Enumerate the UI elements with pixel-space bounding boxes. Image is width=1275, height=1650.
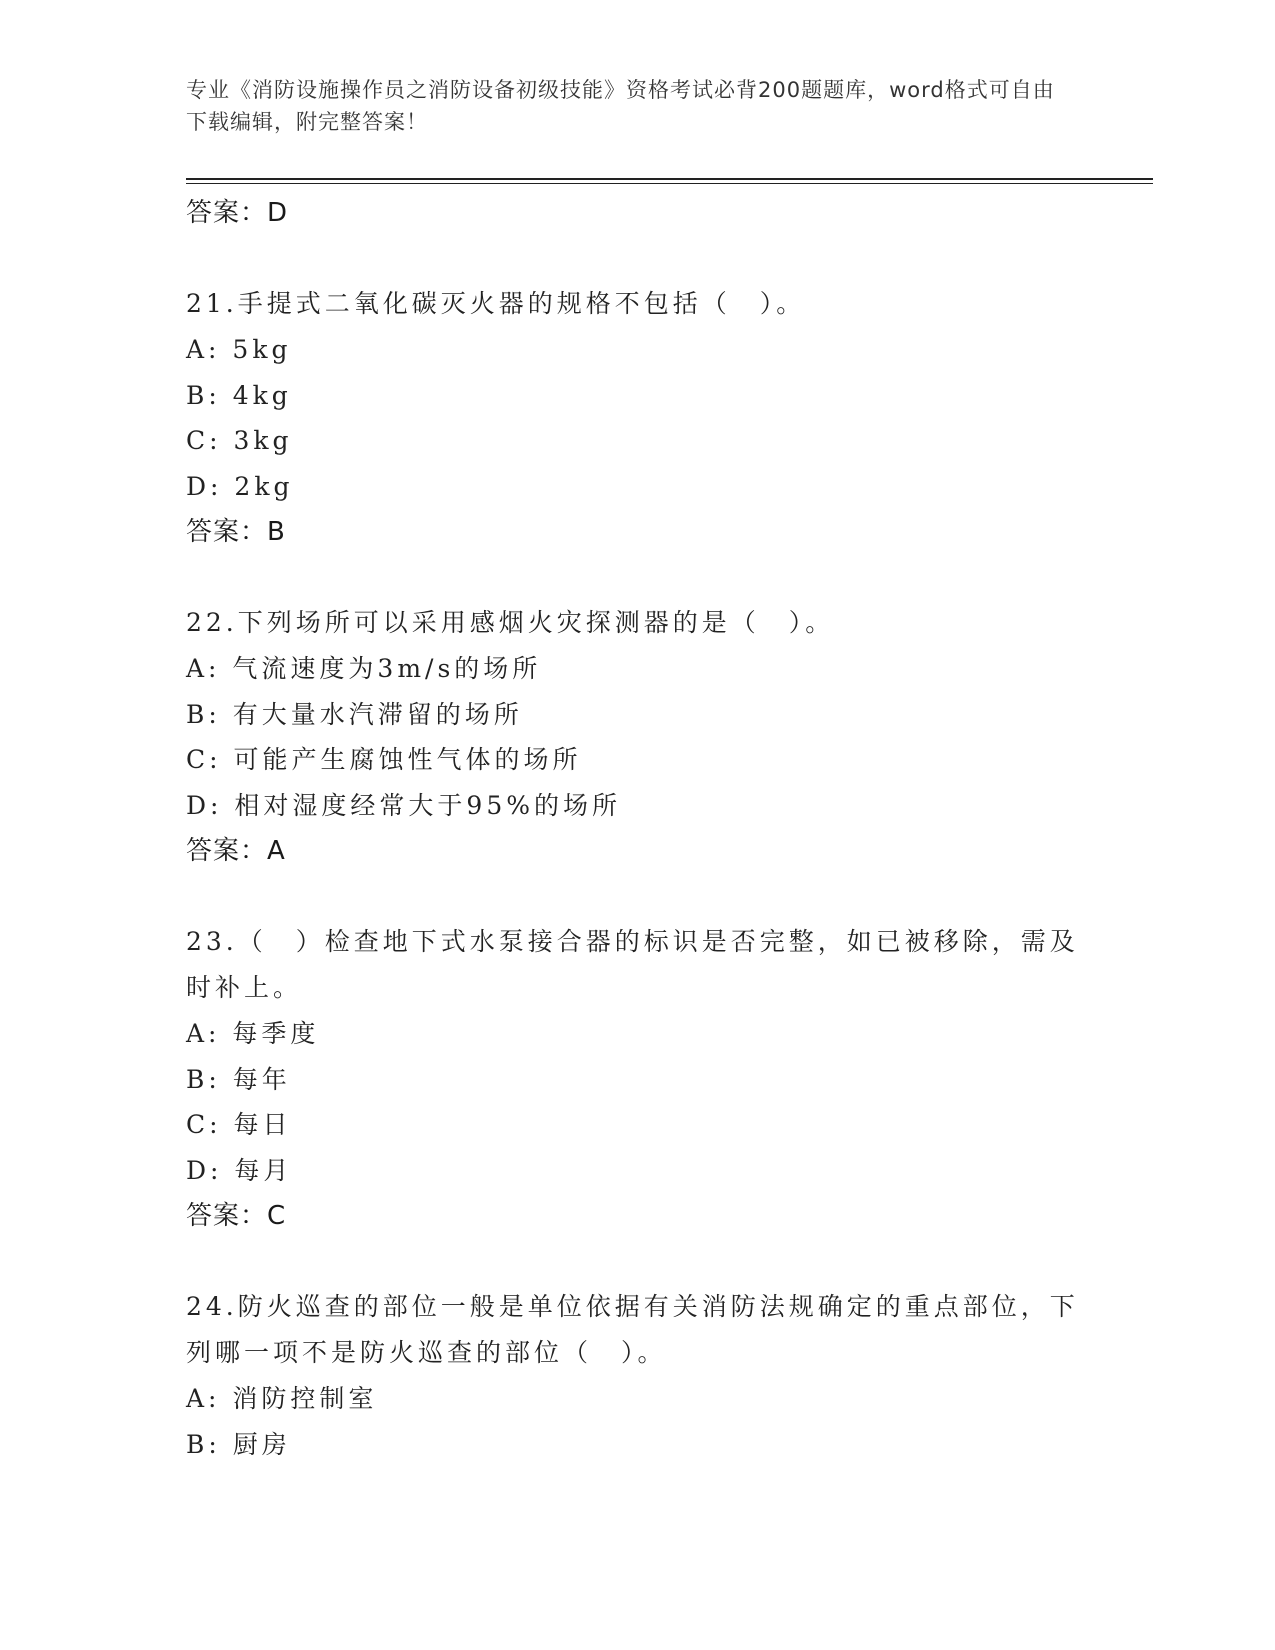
question-24 bbox=[186, 1284, 1086, 1467]
question-text: 22.下列场所可以采用感烟火灾探测器的是（ ）。 bbox=[186, 608, 835, 637]
option-c: C: 可能产生腐蚀性气体的场所 bbox=[186, 745, 582, 774]
header-divider-thin bbox=[186, 183, 1153, 184]
option-a: A: 每季度 bbox=[186, 1019, 320, 1048]
question-text: 21.手提式二氧化碳灭火器的规格不包括（ ）。 bbox=[186, 289, 806, 318]
option-c: C: 每日 bbox=[186, 1110, 292, 1139]
option-b: B: 4kg bbox=[186, 380, 292, 410]
question-23 bbox=[186, 919, 1086, 1239]
answer-line: 答案：C bbox=[186, 1201, 287, 1231]
option-d: D: 2kg bbox=[186, 471, 294, 501]
option-d: D: 相对湿度经常大于95%的场所 bbox=[186, 790, 621, 820]
document-header: 专业《消防设施操作员之消防设备初级技能》资格考试必背200题题库，word格式可自由下载编辑，附完整答案！ bbox=[186, 78, 1055, 134]
answer-line: 答案：D bbox=[186, 198, 289, 228]
header-divider bbox=[186, 178, 1153, 180]
question-text: 23.（ ）检查地下式水泵接合器的标识是否完整，如已被移除，需及时补上。 bbox=[186, 927, 1079, 1002]
option-d: D: 每月 bbox=[186, 1155, 293, 1185]
question-21 bbox=[186, 281, 1086, 555]
question-list bbox=[186, 190, 1086, 1467]
question-22 bbox=[186, 600, 1086, 874]
option-a: A: 消防控制室 bbox=[186, 1384, 378, 1413]
option-a: A: 气流速度为3m/s的场所 bbox=[186, 654, 542, 683]
option-c: C: 3kg bbox=[186, 426, 293, 455]
option-b: B: 有大量水汽滞留的场所 bbox=[186, 699, 523, 729]
answer-line: 答案：B bbox=[186, 517, 286, 547]
option-b: B: 每年 bbox=[186, 1064, 291, 1094]
option-a: A: 5kg bbox=[186, 335, 292, 364]
option-b: B: 厨房 bbox=[186, 1429, 291, 1459]
answer-line: 答案：A bbox=[186, 836, 286, 866]
question-text: 24.防火巡查的部位一般是单位依据有关消防法规确定的重点部位，下列哪一项不是防火巡查的部位（ ）。 bbox=[186, 1292, 1079, 1367]
